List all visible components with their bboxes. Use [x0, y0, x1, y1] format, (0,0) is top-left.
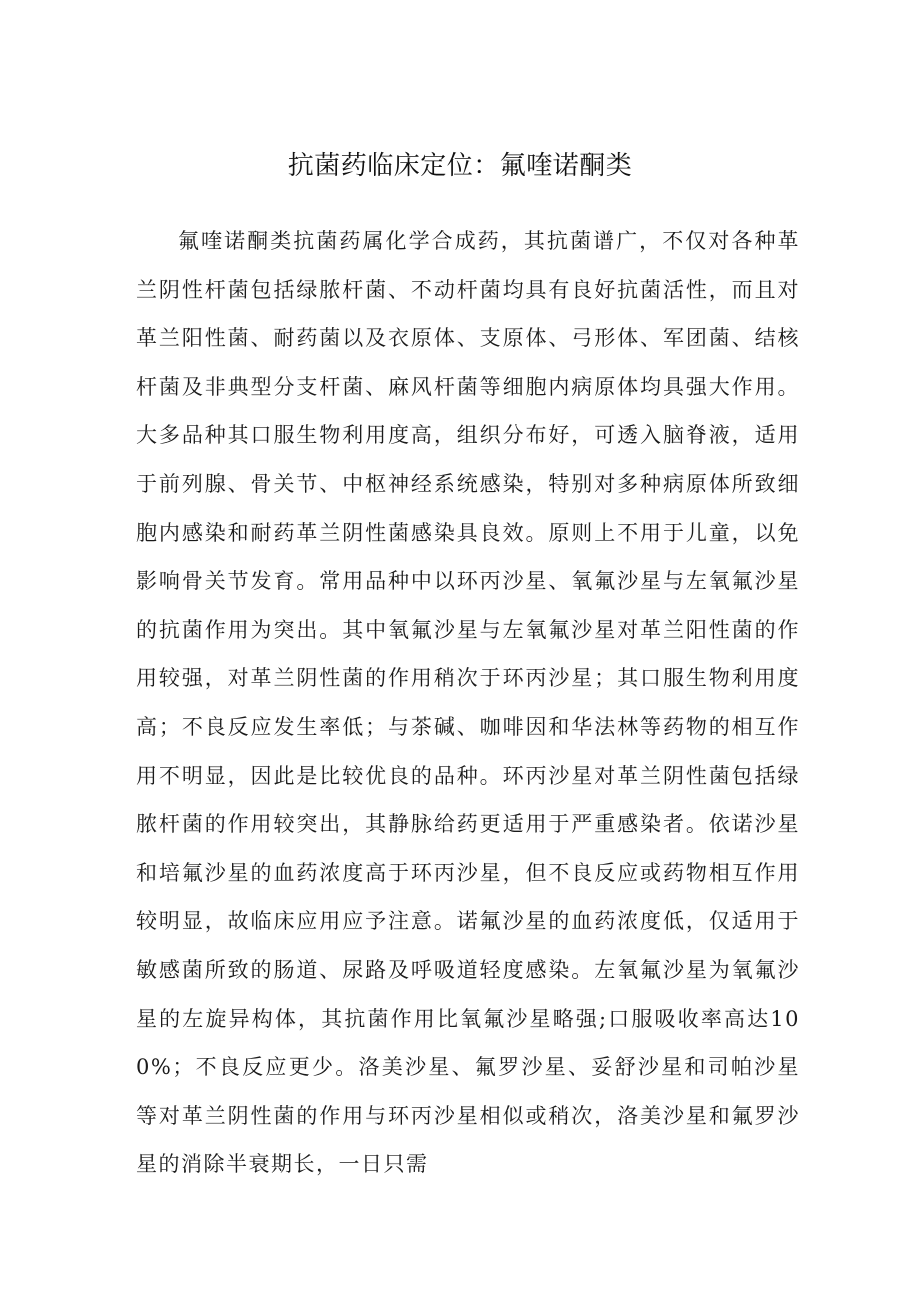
document-title: 抗菌药临床定位：氟喹诺酮类: [287, 151, 633, 181]
body-paragraph: 氟喹诺酮类抗菌药属化学合成药，其抗菌谱广，不仅对各种革兰阴性杆菌包括绿脓杆菌、不动杆菌均具有良好抗菌活性，而且对革兰阳性菌、耐药菌以及衣原体、支原体、弓形体、军团菌、结核杆菌及非典型分支杆菌、麻风杆菌等细胞内病原体均具强大作用。大多品种其口服生物利用度高，组织分布好，可透入脑脊液，适用于前列腺、骨关节、中枢神经系统感染，特别对多种病原体所致细胞内感染和耐药革兰阴性菌感染具良效。原则上不用于儿童，以免影响骨关节发育。常用品种中以环丙沙星、氧氟沙星与左氧氟沙星的抗菌作用为突出。其中氧氟沙星与左氧氟沙星对革兰阳性菌的作用较强，对革兰阴性菌的作用稍次于环丙沙星；其口服生物利用度高；不良反应发生率低；与茶碱、咖啡因和华法林等药物的相互作用不明显，因此是比较优良的品种。环丙沙星对革兰阴性菌包括绿脓杆菌的作用较突出，其静脉给药更适用于严重感染者。依诺沙星和培氟沙星的血药浓度高于环丙沙星，但不良反应或药物相互作用较明显，故临床应用应予注意。诺氟沙星的血药浓度低，仅适用于敏感菌所致的肠道、尿路及呼吸道轻度感染。左氧氟沙星为氧氟沙星的左旋异构体，其抗菌作用比氧氟沙星略强;口服吸收率高达100%；不良反应更少。洛美沙星、氟罗沙星、妥舒沙星和司帕沙星等对革兰阴性菌的作用与环丙沙星相似或稍次，洛美沙星和氟罗沙星的消除半衰期长，一日只需: [136, 229, 800, 1177]
